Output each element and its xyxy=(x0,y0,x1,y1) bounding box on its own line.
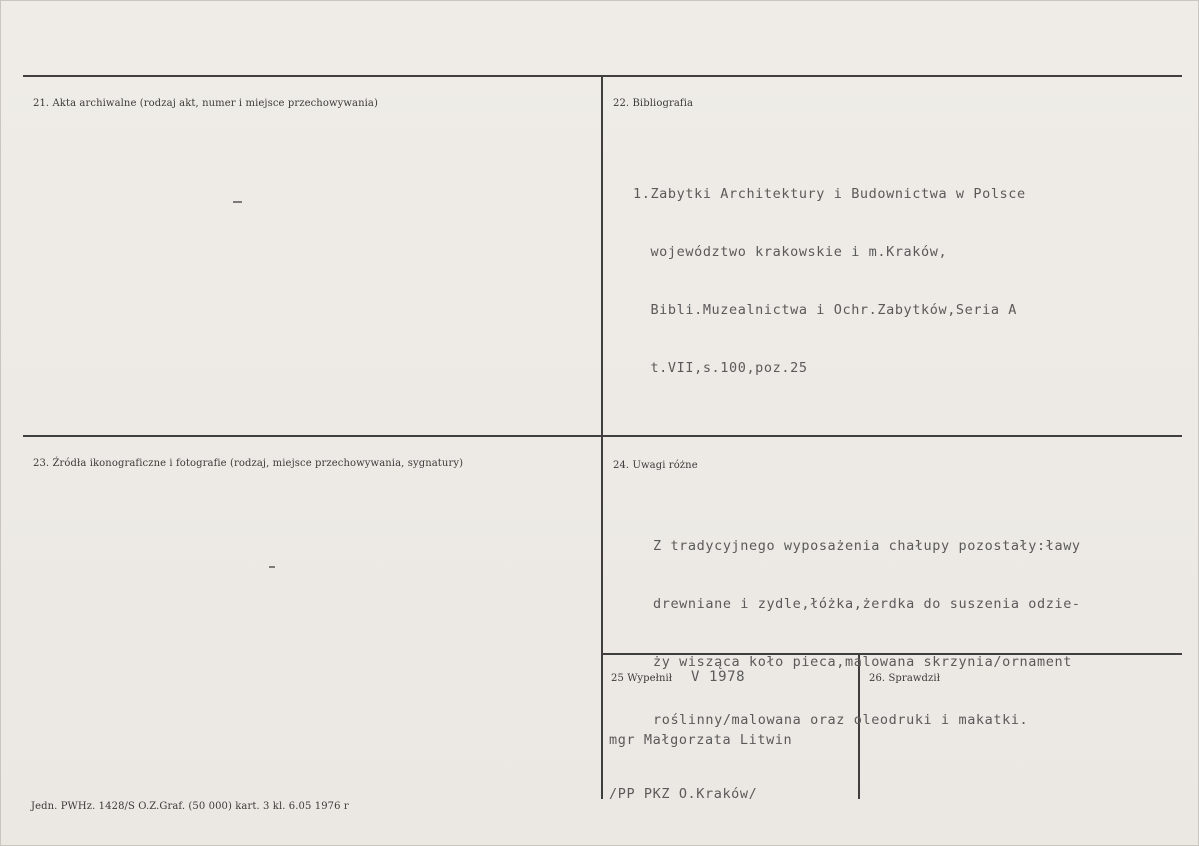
remarks-line: drewniane i zydle,łóżka,żerdka do suszenia odzie- xyxy=(653,596,1081,612)
filled-date: V 1978 xyxy=(691,669,746,685)
ink-speck xyxy=(233,201,242,203)
field-23-label: 23. Źródła ikonograficzne i fotografie (rodzaj, miejsce przechowywania, sygnatury) xyxy=(33,458,464,469)
bibliography-text xyxy=(633,149,1026,413)
bibliography-line: Bibli.Muzealnictwa i Ochr.Zabytków,Seria A xyxy=(633,302,1018,318)
filled-by-line: /PP PKZ O.Kraków/ xyxy=(609,786,758,802)
bibliography-line: 1.Zabytki Architektury i Budownictwa w Polsce xyxy=(633,186,1026,202)
remarks-line: Z tradycyjnego wyposażenia chałupy pozostały:ławy xyxy=(653,538,1081,554)
field-24-label: 24. Uwagi różne xyxy=(613,460,698,471)
print-info-footer: Jedn. PWHz. 1428/S O.Z.Graf. (50 000) kart. 3 kl. 6.05 1976 r xyxy=(31,801,349,812)
bibliography-line: t.VII,s.100,poz.25 xyxy=(633,360,808,376)
filled-by-text xyxy=(609,697,792,837)
field-26-label: 26. Sprawdził xyxy=(869,673,941,684)
remarks-line: ży wisząca koło pieca,malowana skrzynia/ornament xyxy=(653,654,1072,670)
bibliography-line: województwo krakowskie i m.Kraków, xyxy=(633,244,948,260)
field-22-label: 22. Bibliografia xyxy=(613,98,694,109)
field-21-label: 21. Akta archiwalne (rodzaj akt, numer i miejsce przechowywania) xyxy=(33,98,378,109)
center-divider xyxy=(601,75,603,799)
remarks-line: roślinny/malowana oraz oleodruki i makatki. xyxy=(653,712,1029,728)
ink-speck xyxy=(269,566,275,568)
field-25-label: 25 Wypełnił xyxy=(611,673,673,684)
filled-by-line: mgr Małgorzata Litwin xyxy=(609,732,793,748)
